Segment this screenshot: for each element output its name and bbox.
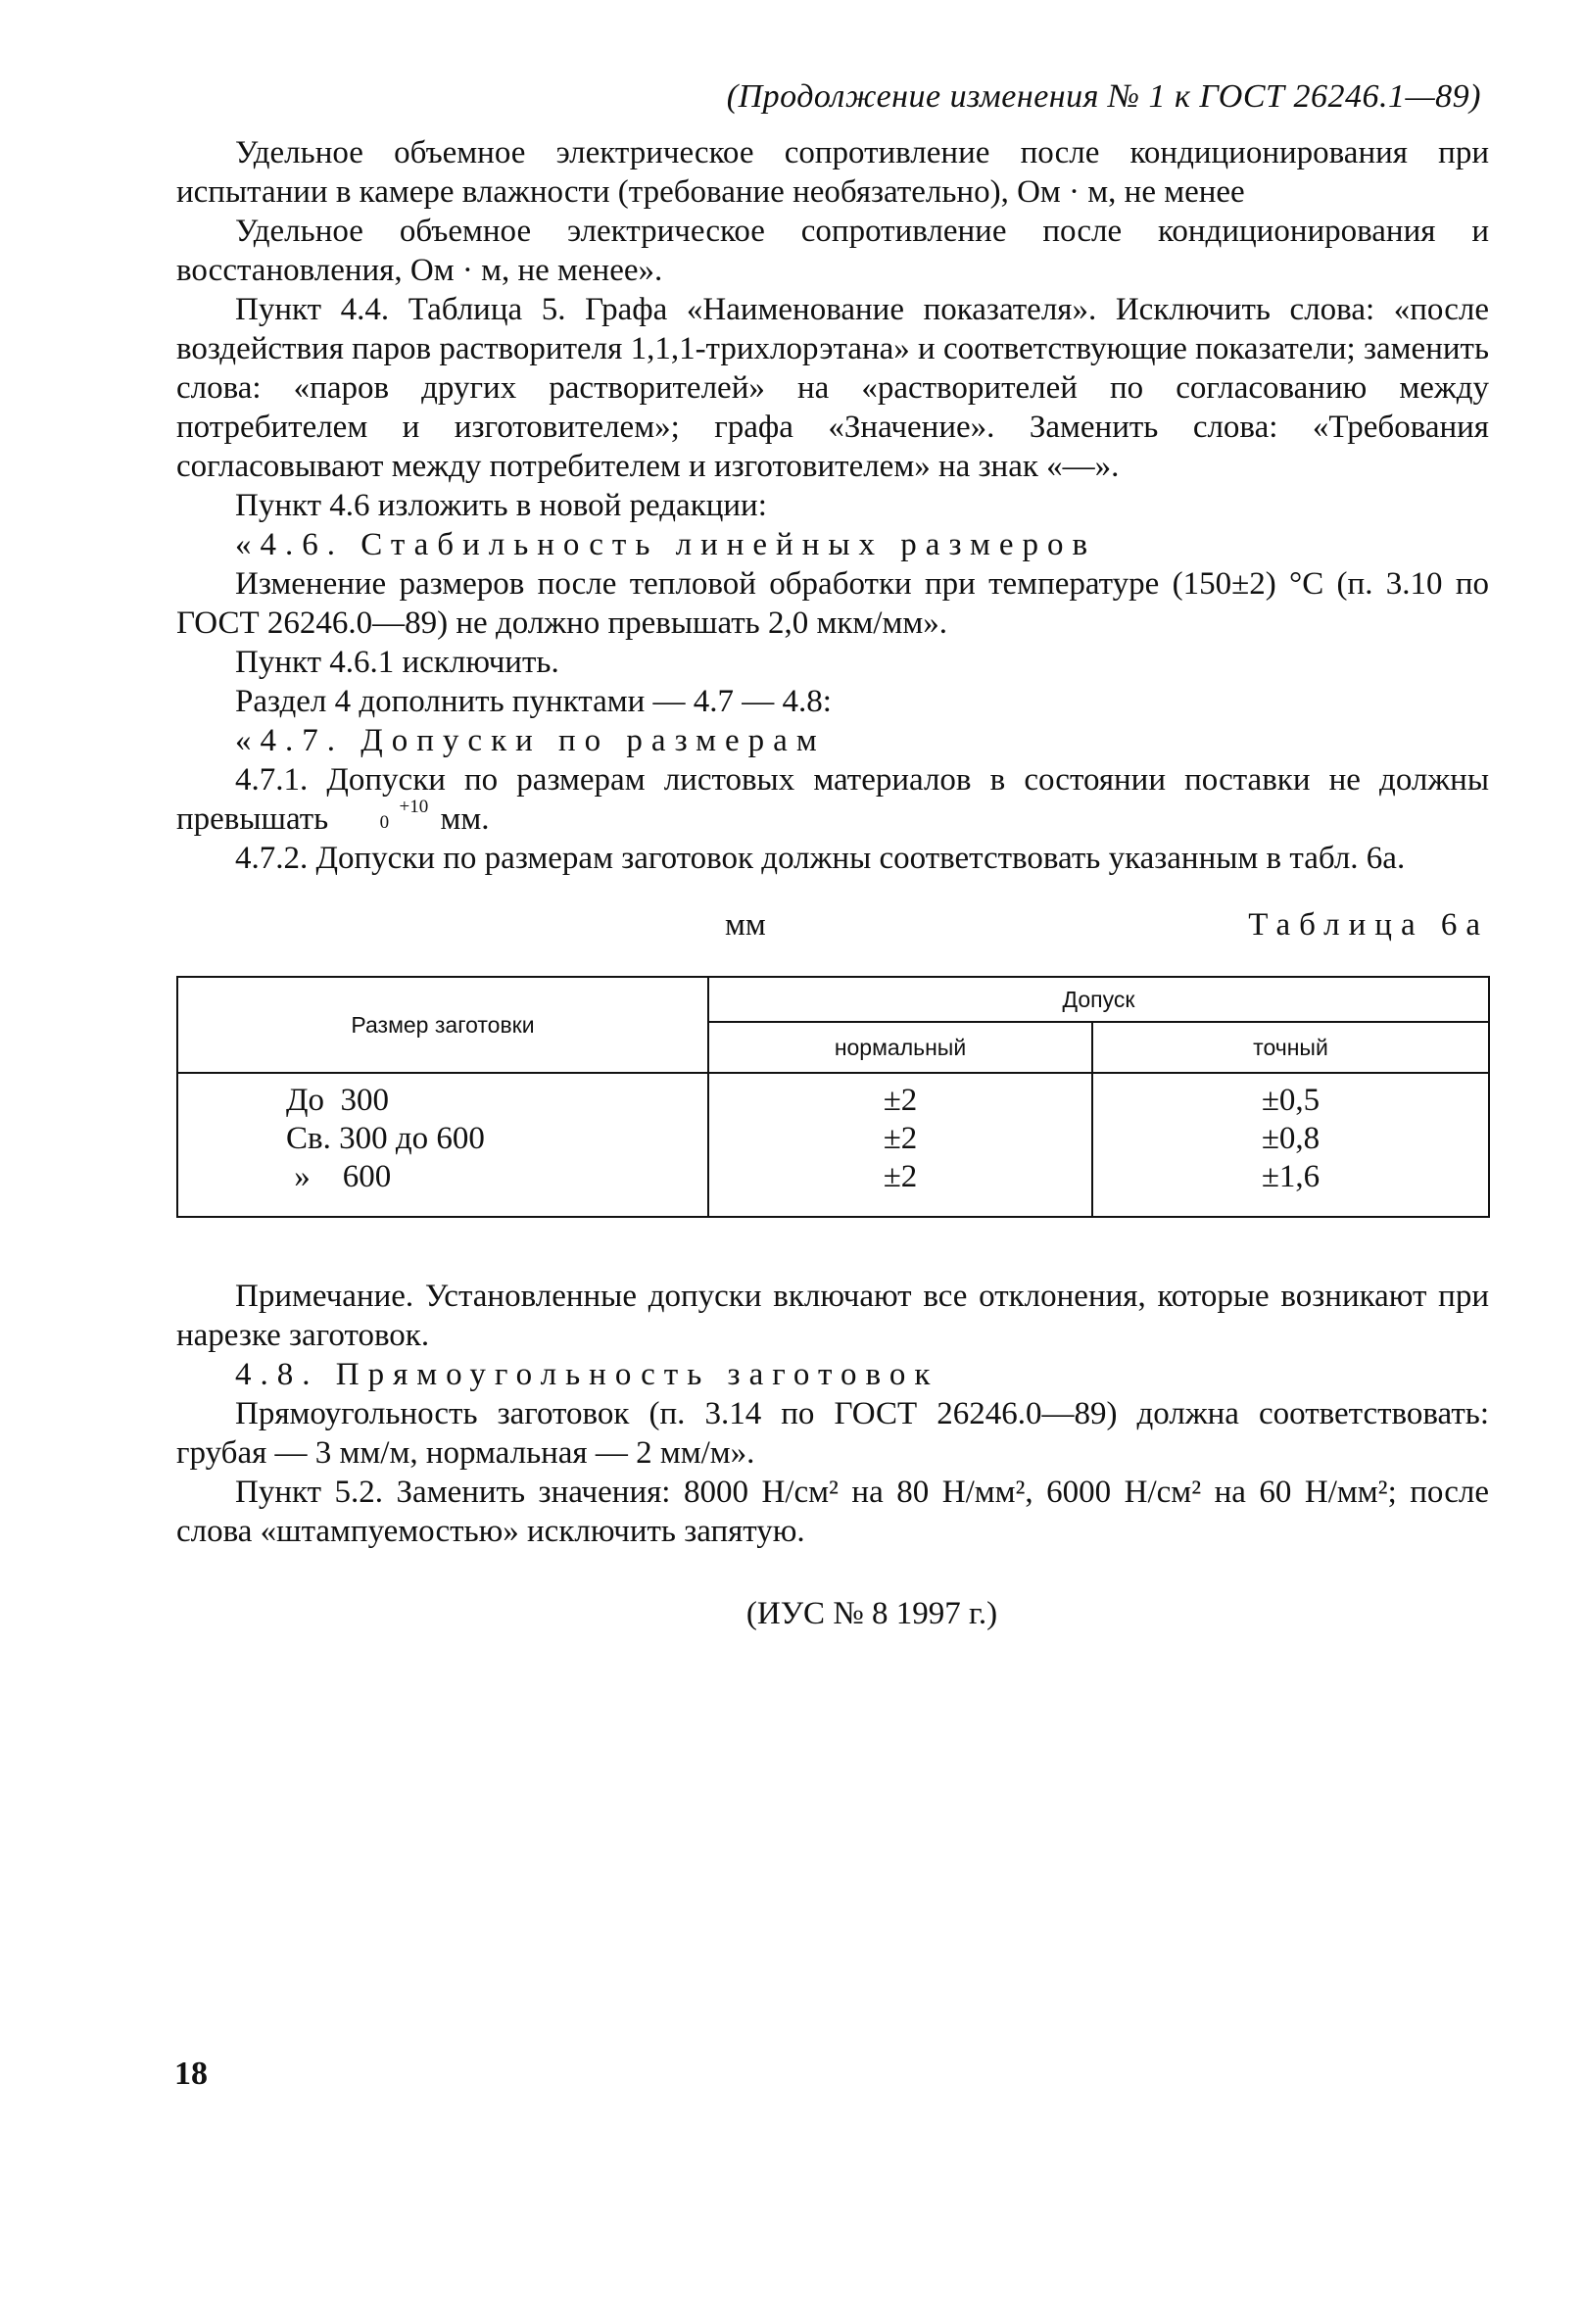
header-precise: точный — [1092, 1022, 1489, 1073]
paragraph-resistance-recovery: Удельное объемное электрическое сопротивление после кондиционирования и восстановления, Ом · м, не менее». — [176, 214, 1489, 288]
paragraph-4-7-1 — [176, 760, 1489, 839]
paragraph-size-change: Изменение размеров после тепловой обработки при температуре (150±2) °С (п. 3.10 по ГОСТ 26246.0—89) не должно превышать 2,0 мкм/мм». — [176, 566, 1489, 641]
paragraph-item-4-6: Пункт 4.6 изложить в новой редакции: — [235, 488, 767, 523]
paragraph-resistance-humidity: Удельное объемное электрическое сопротивление после кондиционирования при испытании в камере влажности (требование необязательно), Ом · м, не менее — [176, 135, 1489, 210]
cell-normal: ±2 — [883, 1083, 918, 1118]
table-units: мм — [725, 907, 766, 943]
cell-precise-column — [1092, 1073, 1489, 1217]
table-note: Примечание. Установленные допуски включают все отклонения, которые возникают при нарезке заготовок. — [176, 1279, 1489, 1353]
table-caption: Таблица 6а — [1248, 907, 1489, 943]
cell-size: Св. 300 до 600 — [286, 1121, 485, 1156]
tolerance-table — [176, 976, 1490, 1218]
heading-4-6-stability: «4.6. Стабильность линейных размеров — [235, 527, 1097, 562]
header-size: Размер заготовки — [177, 977, 708, 1073]
paragraph-section-4-addition: Раздел 4 дополнить пунктами — 4.7 — 4.8: — [235, 684, 832, 719]
cell-precise: ±0,5 — [1261, 1083, 1321, 1118]
cell-normal: ±2 — [883, 1159, 918, 1194]
paragraph-4-7-2: 4.7.2. Допуски по размерам заготовок должны соответствовать указанным в табл. 6а. — [235, 841, 1406, 876]
heading-4-8-rectangularity: 4.8. Прямоугольность заготовок — [235, 1357, 939, 1392]
cell-size: До 300 — [286, 1083, 390, 1118]
tolerance-upper: +10 — [399, 797, 429, 818]
page-header: (Продолжение изменения № 1 к ГОСТ 26246.1—89) — [726, 78, 1481, 115]
header-normal: нормальный — [708, 1022, 1092, 1073]
cell-normal: ±2 — [883, 1121, 918, 1156]
cell-precise: ±1,6 — [1261, 1159, 1321, 1194]
paragraph-4-7-1-text: 4.7.1. Допуски по размерам листовых материалов в состоянии поставки не должны превышать — [176, 762, 1489, 837]
table-body-row — [177, 1073, 1489, 1217]
document-page — [176, 78, 1489, 1632]
cell-precise: ±0,8 — [1261, 1121, 1321, 1156]
tolerance-lower: 0 — [379, 812, 390, 834]
header-tolerance: Допуск — [708, 977, 1489, 1022]
paragraph-item-5-2: Пункт 5.2. Заменить значения: 8000 Н/см² на 80 Н/мм², 6000 Н/см² на 60 Н/мм²; после слова «штампуемостью» исключить запятую. — [176, 1475, 1489, 1549]
cell-size-column — [177, 1073, 708, 1217]
paragraph-item-4-6-1: Пункт 4.6.1 исключить. — [235, 645, 559, 680]
heading-4-7-tolerances: «4.7. Допуски по размерам — [235, 723, 826, 758]
cell-size: » 600 — [286, 1159, 392, 1194]
table-caption-row — [176, 907, 1489, 956]
page-number: 18 — [174, 2056, 208, 2092]
tolerance-stack — [341, 797, 429, 834]
paragraph-item-4-4: Пункт 4.4. Таблица 5. Графа «Наименование показателя». Исключить слова: «после воздействия паров растворителя 1,1,1-трихлорэтана» и соответствующие показатели; заменить слова: «паров других растворителей» на «растворителей по согласованию между потребителем и изготовителем»; графа «Значение». Заменить слова: «Требования согласовывают между потребителем и изготовителем» на знак «—». — [176, 292, 1489, 484]
paragraph-rectangularity: Прямоугольность заготовок (п. 3.14 по ГОСТ 26246.0—89) должна соответствовать: грубая — 3 мм/м, нормальная — 2 мм/м». — [176, 1396, 1489, 1471]
paragraph-4-7-1-units: мм. — [440, 801, 490, 837]
cell-normal-column — [708, 1073, 1092, 1217]
ius-reference: (ИУС № 8 1997 г.) — [745, 1596, 998, 1631]
